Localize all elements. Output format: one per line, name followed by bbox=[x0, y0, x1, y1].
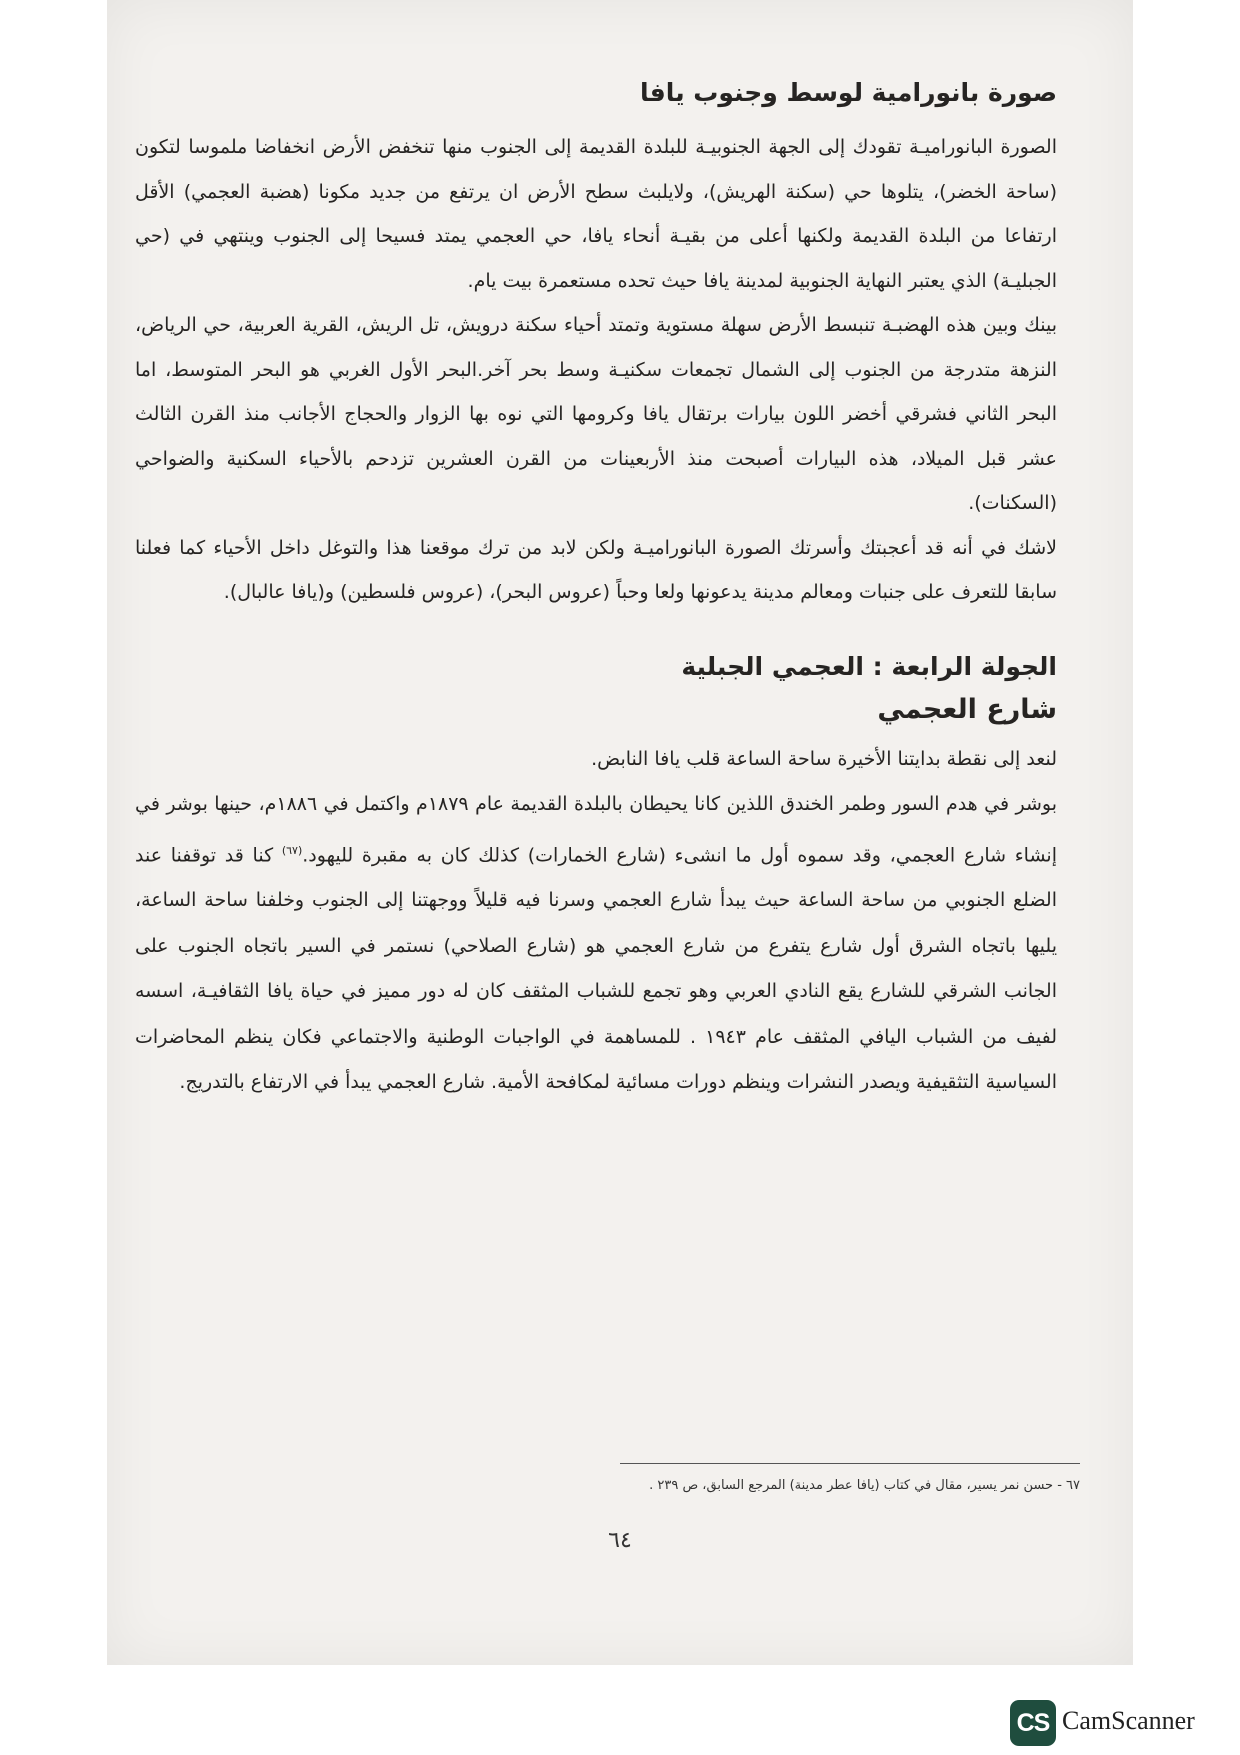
paragraph-text: كنا قد توقفنا عند الضلع الجنوبي من ساحة الساعة حيث يبدأ شارع العجمي وسرنا فيه قليلاً ووجهتنا إلى الجنوب وخلفنا ساحة الساعة، يليها باتجاه الشرق أول شارع يتفرع من شارع العجمي هو (شارع الصلاحي) نستمر في السير باتجاه الجنوب على الجانب الشرقي للشارع يقع النادي العربي وهو تجمع للشباب المثقف كان له دور مميز في حياة يافا الثقافيـة، اسسه لفيف من الشباب اليافي المثقف عام ١٩٤٣ . للمساهمة في الواجبات الوطنية والاجتماعي فكان ينظم المحاضرات السياسية التثقيفية ويصدر النشرات وينظم دورات مسائية لمكافحة الأمية. شارع العجمي يبدأ في الارتفاع بالتدريج. bbox=[135, 843, 1057, 1094]
footnote-reference: (٦٧) bbox=[281, 843, 303, 857]
section-heading: صورة بانورامية لوسط وجنوب يافا bbox=[640, 78, 1057, 107]
page-number: ٦٤ bbox=[608, 1528, 632, 1553]
camscanner-logo-icon: CS bbox=[1010, 1700, 1056, 1746]
footnote: ٦٧ - حسن نمر يسير، مقال في كتاب (يافا عطر مدينة) المرجع السابق، ص ٢٣٩ . bbox=[649, 1478, 1080, 1493]
paragraph: لنعد إلى نقطة بدايتنا الأخيرة ساحة الساعة قلب يافا النابض. bbox=[591, 747, 1057, 770]
camscanner-brand: CamScanner bbox=[1062, 1706, 1195, 1735]
document-page bbox=[107, 0, 1133, 1665]
paragraph bbox=[135, 782, 1057, 1106]
paragraph: الصورة البانوراميـة تقودك إلى الجهة الجنوبيـة للبلدة القديمة إلى الجنوب منها تنخفض الأرض انخفاضا ملموسا لتكون (ساحة الخضر)، يتلوها حي (سكنة الهريش)، ولايلبث سطح الأرض ان يرتفع من جديد مكونا (هضبة العجمي) الأقل ارتفاعا من البلدة القديمة ولكنها أعلى من بقيـة أنحاء يافا، حي العجمي يمتد فسيحا إلى الجنوب وينتهي في (حي الجبليـة) الذي يعتبر النهاية الجنوبية لمدينة يافا حيث تحده مستعمرة بيت يام. bbox=[135, 136, 1057, 292]
paragraph: لاشك في أنه قد أعجبتك وأسرتك الصورة البانوراميـة ولكن لابد من ترك موقعنا هذا والتوغل داخل الأحياء كما فعلنا سابقا للتعرف على جنبات ومعالم مدينة يدعونها ولعا وحباً (عروس البحر)، (عروس فلسطين) و(يافا عالبال). bbox=[135, 536, 1057, 603]
section-heading: الجولة الرابعة : العجمي الجبلية bbox=[681, 651, 1057, 681]
section-subheading: شارع العجمي bbox=[877, 693, 1057, 725]
footnote-divider bbox=[620, 1463, 1080, 1464]
page-content bbox=[135, 75, 1057, 1106]
paragraph-text: بوشر في هدم السور وطمر الخندق اللذين كانا يحيطان بالبلدة القديمة عام ١٨٧٩م واكتمل في ١٨٨٦م، حينها بوشر في إنشاء شارع العجمي، وقد سموه أول ما انشىء (شارع الخمارات) كذلك كان به مقبرة لليهود. bbox=[135, 793, 1057, 866]
paragraph: بينك وبين هذه الهضبـة تنبسط الأرض سهلة مستوية وتمتد أحياء سكنة درويش، تل الريش، القرية العربية، حي الرياض، النزهة متدرجة من الجنوب إلى الشمال تجمعات سكنيـة وسط بحر آخر.البحر الأول الغربي هو البحر المتوسط، اما البحر الثاني فشرقي أخضر اللون بيارات برتقال يافا وكرومها التي نوه بها الزوار والحجاج الأجانب منذ القرن الثالث عشر قبل الميلاد، هذه البيارات أصبحت منذ الأربعينات من القرن العشرين تزدحم بالأحياء السكنية والضواحي (السكنات). bbox=[135, 314, 1057, 514]
